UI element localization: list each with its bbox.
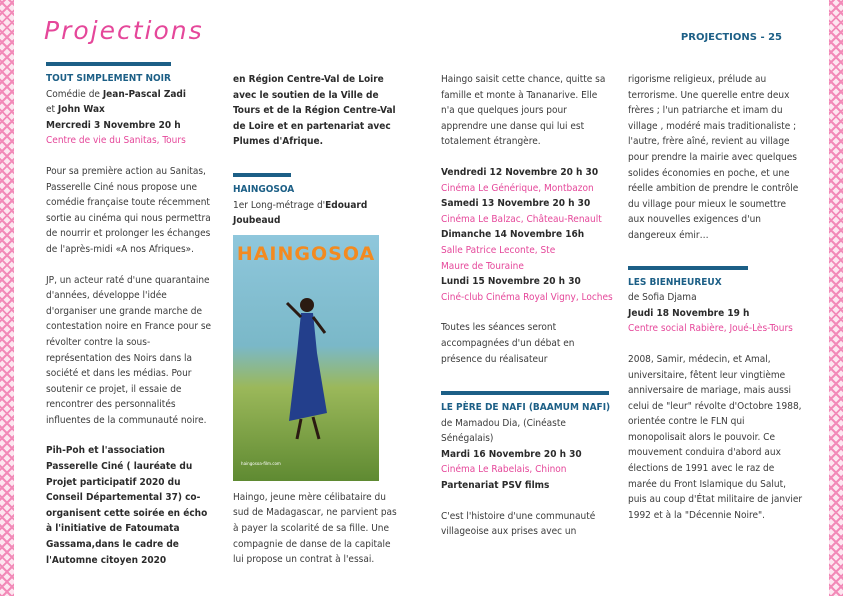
screening-venue: Salle Patrice Leconte, Ste Maure de Touraine bbox=[441, 244, 556, 272]
screening-venue: Cinéma Le Rabelais, Chinon bbox=[441, 464, 567, 476]
section-title: Projections bbox=[44, 16, 204, 45]
paragraph: rigorisme religieux, prélude au terrorisme. Une querelle entre deux frères ; l'un patriarche et imam du village , modéré mais traditionaliste ; l'autre, frère aîné, revient au village pour prendre la mairie avec quelques solides économies en poche, et une réelle ambition de prendre le contrôle du village pour mieux le soumettre aux nouvelles exigences d'un dangereux émir… bbox=[628, 74, 799, 241]
film-credits: de Mamadou Dia, (Cinéaste Sénégalais) bbox=[441, 417, 566, 445]
film-title-les-bienheureux: LES BIENHEUREUX bbox=[628, 276, 722, 288]
screening-venue: Centre social Rabière, Joué-Lès-Tours bbox=[628, 323, 793, 335]
decorative-border-left bbox=[0, 0, 14, 596]
section-bar bbox=[233, 173, 291, 177]
decorative-border-right bbox=[829, 0, 843, 596]
section-bar bbox=[441, 391, 609, 395]
paragraph: JP, un acteur raté d'une quarantaine d'années, développe l'idée d'organiser une grande marche de contestation noire en France pour se révolter contre la sous-représentation des Noirs dans la société et dans les médias. Pour soutenir ce projet, il essaie de rencontrer des personnalités influentes de la communauté noire. bbox=[46, 274, 212, 426]
film-credits: de Sofia Djama bbox=[628, 292, 697, 304]
film-poster bbox=[233, 235, 379, 481]
paragraph-bold: en Région Centre-Val de Loire avec le soutien de la Ville de Tours et de la Région Centre-Val de Loire et en partenariat avec Plumes d'Afrique. bbox=[233, 74, 396, 148]
column-2 bbox=[233, 72, 403, 568]
column-1 bbox=[46, 62, 216, 568]
column-4 bbox=[628, 72, 804, 523]
screening-date: Mercredi 3 Novembre 20 h bbox=[46, 119, 181, 131]
paragraph: Haingo, jeune mère célibataire du sud de Madagascar, ne parvient pas à payer la scolarité de sa fille. Une compagnie de danse de la capitale lui propose un contrat à l'essai. bbox=[233, 491, 397, 566]
poster-title: HAINGOSOA bbox=[236, 242, 376, 265]
poster-url: haingosoa-film.com bbox=[241, 462, 281, 468]
section-bar bbox=[46, 62, 171, 66]
paragraph: C'est l'histoire d'une communauté villageoise aux prises avec un bbox=[441, 510, 596, 538]
partner-text: Partenariat PSV films bbox=[441, 480, 550, 492]
screening-date: Lundi 15 Novembre 20 h 30 bbox=[441, 276, 581, 288]
dancer-figure-icon bbox=[283, 293, 329, 443]
screening-venue: Ciné-club Cinéma Royal Vigny, Loches bbox=[441, 291, 613, 303]
screening-date: Jeudi 18 Novembre 19 h bbox=[628, 307, 750, 319]
paragraph: Haingo saisit cette chance, quitte sa famille et monte à Tananarive. Elle n'a que quelques jours pour apprendre une danse qui lui est totalement étrangère. bbox=[441, 74, 606, 148]
section-bar bbox=[628, 266, 748, 270]
film-title-haingosoa: HAINGOSOA bbox=[233, 183, 295, 195]
film-title-tout-simplement-noir: TOUT SIMPLEMENT NOIR bbox=[46, 73, 171, 84]
paragraph: Toutes les séances seront accompagnées d'un débat en présence du réalisateur bbox=[441, 322, 575, 365]
screening-date: Samedi 13 Novembre 20 h 30 bbox=[441, 198, 591, 210]
film-title-le-pere-de-nafi: LE PÈRE DE NAFI (BAAMUM NAFI) bbox=[441, 402, 611, 414]
paragraph-bold: Pih-Poh et l'association Passerelle Ciné ( lauréate du Projet participatif 2020 du Conseil Départemental 37) co-organisent cette soirée en écho à l'initiative de Fatoumata Gassama,dans le cadre de l'Automne citoyen 2020 bbox=[46, 445, 208, 566]
film-credits: 1er Long-métrage d'Edouard Joubeaud bbox=[233, 199, 368, 227]
column-3 bbox=[441, 72, 613, 540]
screening-date: Mardi 16 Novembre 20 h 30 bbox=[441, 448, 582, 460]
paragraph: Pour sa première action au Sanitas, Passerelle Ciné nous propose une comédie française toute récemment sortie au cinéma qui nous permettra de nourrir et prolonger les échanges de l'après-midi «A nos Afriques». bbox=[46, 165, 211, 255]
screening-venue: Cinéma Le Générique, Montbazon bbox=[441, 182, 594, 194]
screening-venue: Cinéma Le Balzac, Château-Renault bbox=[441, 213, 602, 225]
paragraph: 2008, Samir, médecin, et Amal, universitaire, fêtent leur vingtième anniversaire de mariage, mais aussi celui de "leur" révolte d'Octobre 1988, orientée contre le FLN qui monopolisait alors le pouvoir. Ce mouvement conduira d'abord aux élections de 1991 avec le raz de marée du Front Islamique du Salut, puis au coup d'État militaire de janvier 1992 et à la "Décennie Noire". bbox=[628, 353, 803, 521]
screening-date: Vendredi 12 Novembre 20 h 30 bbox=[441, 166, 599, 178]
page-header-label: PROJECTIONS - 25 bbox=[680, 32, 782, 43]
film-credits-2: et John Wax bbox=[46, 104, 105, 116]
screening-venue: Centre de vie du Sanitas, Tours bbox=[46, 135, 186, 147]
film-credits: Comédie de Jean-Pascal Zadi bbox=[46, 88, 186, 100]
screening-date: Dimanche 14 Novembre 16h bbox=[441, 229, 585, 241]
